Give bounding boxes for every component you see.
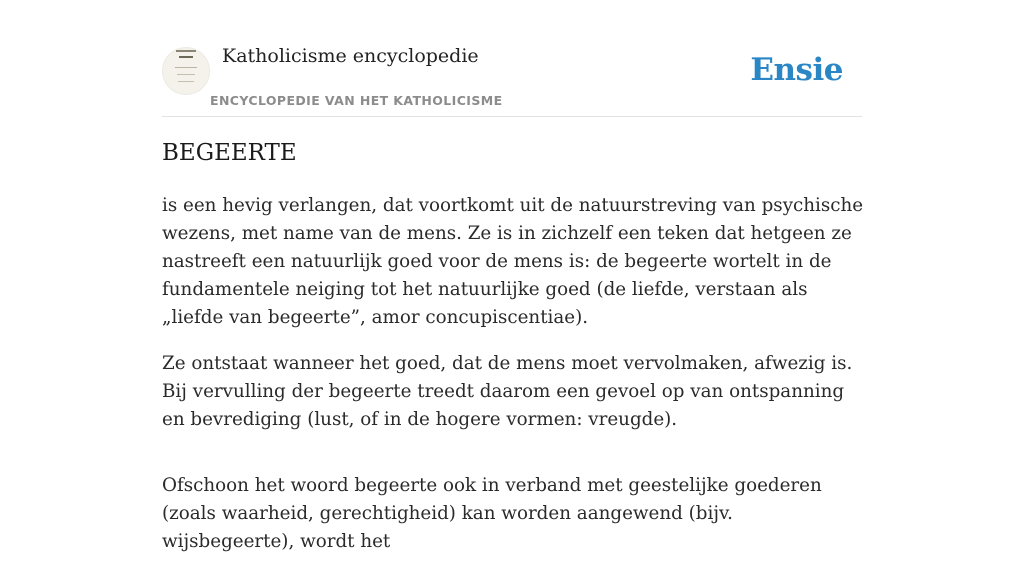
entry-paragraph: Ze ontstaat wanneer het goed, dat de mens moet vervolmaken, afwezig is. Bij vervulling der begeerte treedt daarom een gevoel op van ontspanning en bevrediging (lust, of in de hogere vormen: vreugde). (162, 353, 853, 430)
entry-body (162, 192, 866, 574)
site-header (162, 44, 862, 117)
cover-detail (176, 50, 196, 52)
site-subtitle: ENCYCLOPEDIE VAN HET KATHOLICISME (210, 93, 503, 108)
ensie-logo-link[interactable]: Ensie (750, 52, 843, 88)
encyclopedia-cover-avatar[interactable] (162, 47, 210, 95)
entry-paragraph: Ofschoon het woord begeerte ook in verband met geestelijke goederen (zoals waarheid, gerechtigheid) kan worden aangewend (bijv. wijsbegeerte), wordt het (162, 475, 822, 552)
cover-detail (177, 74, 195, 75)
cover-detail (178, 81, 194, 82)
entry-paragraph: is een hevig verlangen, dat voortkomt uit de natuurstreving van psychische wezens, met name van de mens. Ze is in zichzelf een teken dat hetgeen ze nastreeft een natuurlijk goed voor de mens is: de begeerte wortelt in de fundamentele neiging tot het natuurlijke goed (de liefde, verstaan als „liefde van begeerte”, amor concupiscentiae). (162, 195, 864, 328)
page (162, 0, 864, 552)
site-title-link[interactable]: Katholicisme encyclopedie (222, 45, 479, 67)
entry-title: BEGEERTE (162, 140, 297, 166)
cover-detail (175, 67, 197, 68)
cover-detail (179, 56, 193, 58)
